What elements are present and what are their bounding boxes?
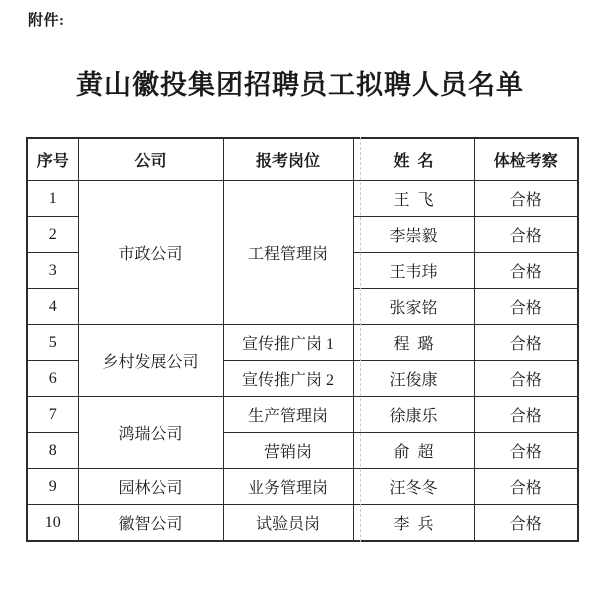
cell-check: 合格 [474, 469, 578, 505]
cell-check: 合格 [474, 253, 578, 289]
cell-check: 合格 [474, 397, 578, 433]
cell-company: 园林公司 [78, 469, 223, 505]
roster-table-container [26, 137, 579, 542]
roster-table [26, 137, 579, 542]
header-row [27, 138, 578, 181]
cell-seq: 9 [27, 469, 78, 505]
cell-check: 合格 [474, 289, 578, 325]
cell-position: 试验员岗 [223, 505, 353, 542]
cell-check: 合格 [474, 325, 578, 361]
cell-position: 宣传推广岗 1 [223, 325, 353, 361]
col-header-position: 报考岗位 [223, 138, 353, 181]
cell-name: 张家铭 [353, 289, 474, 325]
cell-name: 俞 超 [353, 433, 474, 469]
table-row [27, 397, 578, 433]
cell-company: 市政公司 [78, 181, 223, 325]
cell-seq: 6 [27, 361, 78, 397]
attachment-label: 附件: [28, 13, 65, 29]
cell-company: 鸿瑞公司 [78, 397, 223, 469]
cell-name: 李 兵 [353, 505, 474, 542]
cell-check: 合格 [474, 181, 578, 217]
cell-company: 乡村发展公司 [78, 325, 223, 397]
cell-position: 业务管理岗 [223, 469, 353, 505]
cell-name: 徐康乐 [353, 397, 474, 433]
cell-check: 合格 [474, 361, 578, 397]
cell-name: 程 璐 [353, 325, 474, 361]
cell-seq: 8 [27, 433, 78, 469]
cell-name: 汪俊康 [353, 361, 474, 397]
table-row [27, 325, 578, 361]
col-header-name: 姓 名 [353, 138, 474, 181]
cell-position: 宣传推广岗 2 [223, 361, 353, 397]
cell-check: 合格 [474, 505, 578, 542]
page-title: 黄山徽投集团招聘员工拟聘人员名单 [76, 70, 524, 100]
cell-name: 汪冬冬 [353, 469, 474, 505]
cell-seq: 4 [27, 289, 78, 325]
cell-check: 合格 [474, 433, 578, 469]
cell-position: 工程管理岗 [223, 181, 353, 325]
table-row [27, 181, 578, 217]
cell-position: 生产管理岗 [223, 397, 353, 433]
table-row [27, 505, 578, 542]
cell-seq: 3 [27, 253, 78, 289]
cell-seq: 5 [27, 325, 78, 361]
cell-company: 徽智公司 [78, 505, 223, 542]
cell-seq: 1 [27, 181, 78, 217]
cell-name: 李崇毅 [353, 217, 474, 253]
cell-seq: 10 [27, 505, 78, 542]
cell-seq: 7 [27, 397, 78, 433]
col-header-seq: 序号 [27, 138, 78, 181]
cell-name: 王韦玮 [353, 253, 474, 289]
cell-position: 营销岗 [223, 433, 353, 469]
table-row [27, 469, 578, 505]
cell-check: 合格 [474, 217, 578, 253]
cell-name: 王 飞 [353, 181, 474, 217]
col-header-company: 公司 [78, 138, 223, 181]
col-header-check: 体检考察 [474, 138, 578, 181]
cell-seq: 2 [27, 217, 78, 253]
